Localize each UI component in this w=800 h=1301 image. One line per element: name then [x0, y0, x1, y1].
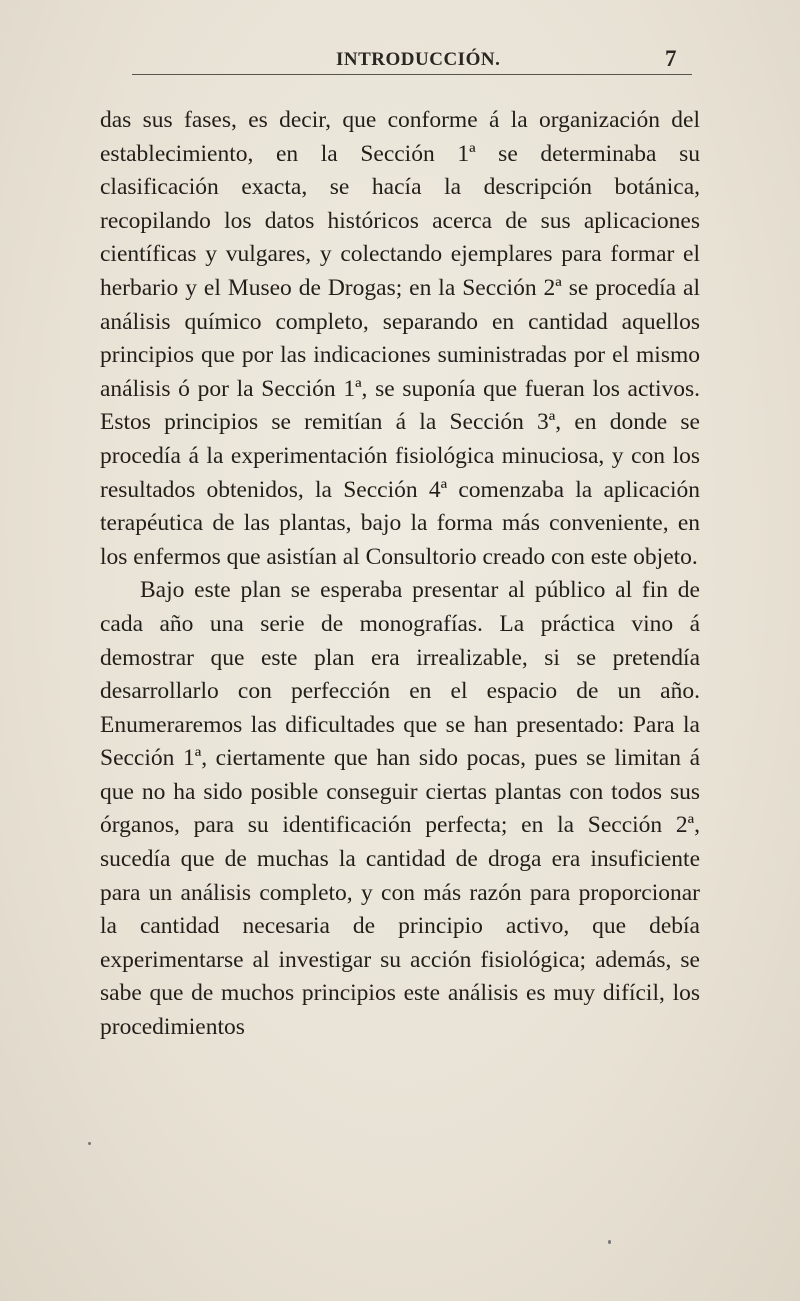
paragraph-2: Bajo este plan se esperaba presentar al público al fin de cada año una serie de monografías. La práctica vino á demostrar que este plan era irrealizable, si se pretendía desarrollarlo con perfección en el espacio de un año. Enumeraremos las dificultades que se han presentado: Para la Sección 1ª, ciertamente que han sido pocas, pues se limitan á que no ha sido posible conseguir ciertas plantas con todos sus órganos, para su identificación perfecta; en la Sección 2ª, sucedía que de muchas la cantidad de droga era insuficiente para un análisis completo, y con más razón para proporcionar la cantidad necesaria de principio activo, que debía experimentarse al investigar su acción fisiológica; además, se sabe que de muchos principios este análisis es muy difícil, los procedimientos [100, 577, 700, 1041]
paragraph-1: das sus fases, es decir, que conforme á la organización del establecimiento, en la Sección 1ª se determinaba su clasificación exacta, se hacía la descripción botánica, recopilando los datos históricos acerca de sus aplicaciones científicas y vulgares, y colectando ejemplares para formar el herbario y el Museo de Drogas; en la Sección 2ª se procedía al análisis químico completo, separando en cantidad aquellos principios que por las indicaciones suministradas por el mismo análisis ó por la Sección 1ª, se suponía que fueran los activos. Estos principios se remitían á la Sección 3ª, en donde se procedía á la experimentación fisiológica minuciosa, y con los resultados obtenidos, la Sección 4ª comenzaba la aplicación terapéutica de las plantas, bajo la forma más conveniente, en los enfermos que asistían al Consultorio creado con este objeto. [100, 107, 700, 570]
paper-speck [88, 1142, 91, 1145]
running-head-title: INTRODUCCIÓN. [336, 49, 501, 70]
paper-speck [608, 1240, 611, 1244]
body-text [100, 104, 700, 1045]
page-number: 7 [665, 46, 677, 71]
running-head [0, 44, 800, 84]
header-rule [132, 74, 692, 75]
